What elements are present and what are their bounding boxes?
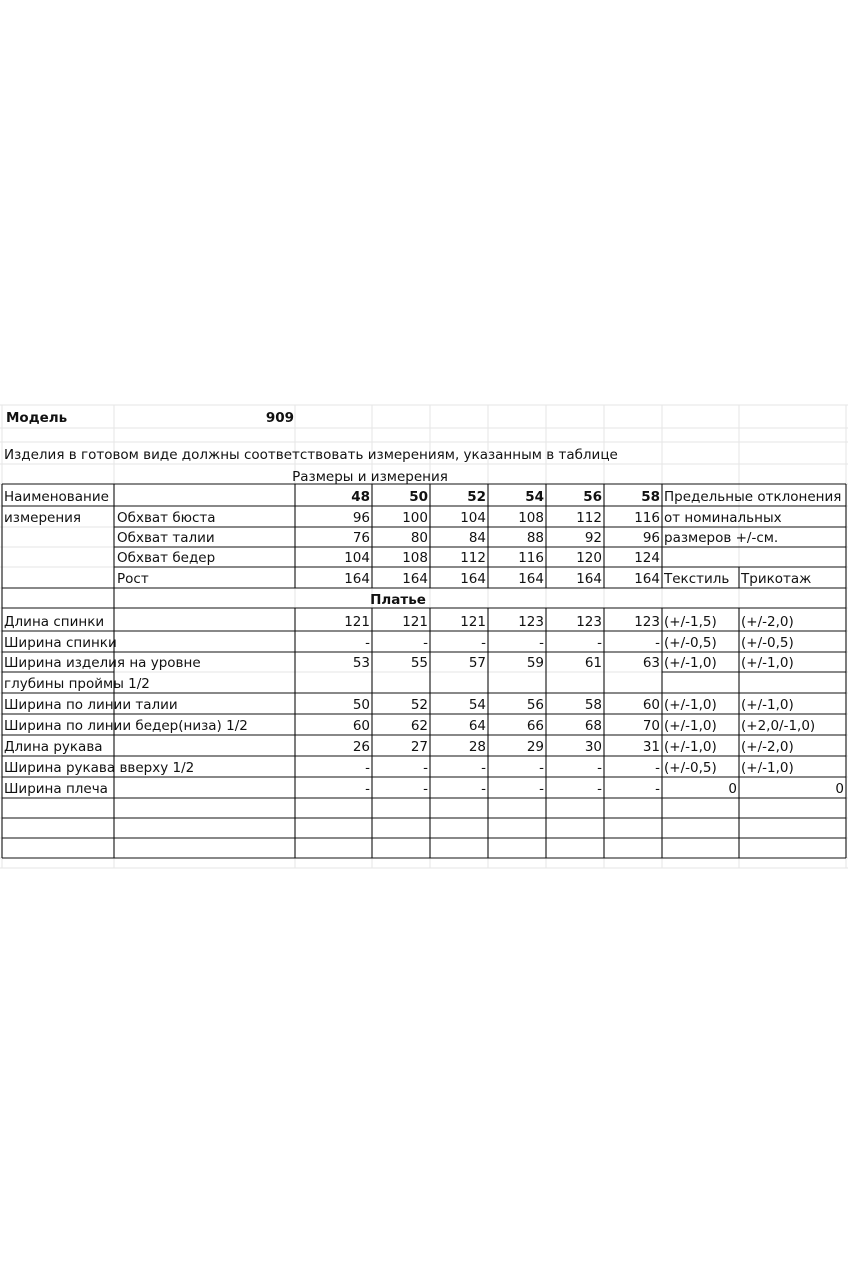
- knit-tolerance: (+/-0,5): [741, 635, 794, 651]
- body-measurement-value: 76: [352, 530, 370, 546]
- product-row-value: 121: [460, 614, 486, 630]
- product-row-value: 50: [352, 697, 370, 713]
- body-measurement-value: 164: [344, 571, 370, 587]
- body-measurement-value: 124: [634, 550, 660, 566]
- body-measurement-value: 164: [460, 571, 486, 587]
- knit-tolerance: (+2,0/-1,0): [741, 718, 816, 734]
- product-row-value: 123: [576, 614, 602, 630]
- body-measurement-label: Обхват талии: [117, 530, 215, 546]
- sizes-caption: Размеры и измерения: [292, 469, 448, 485]
- product-row-value: -: [365, 781, 370, 797]
- body-measurement-value: 92: [584, 530, 602, 546]
- product-row-value: 30: [584, 739, 602, 755]
- product-row-value: 68: [584, 718, 602, 734]
- textile-tolerance: (+/-1,5): [664, 614, 717, 630]
- size-header-52: 52: [467, 489, 486, 505]
- product-row-value: 61: [584, 655, 602, 671]
- product-row-value: 64: [468, 718, 486, 734]
- tolerance-header-line1: Предельные отклонения: [664, 489, 842, 505]
- size-header-54: 54: [525, 489, 544, 505]
- body-measurement-label: Обхват бедер: [117, 550, 216, 566]
- product-row-value: -: [481, 781, 486, 797]
- body-measurement-value: 112: [576, 510, 602, 526]
- body-measurement-value: 120: [576, 550, 602, 566]
- product-row-value: -: [655, 760, 660, 776]
- product-row-value: 55: [410, 655, 428, 671]
- size-header-48: 48: [351, 489, 370, 505]
- product-row-value: 62: [410, 718, 428, 734]
- product-row-value: -: [597, 781, 602, 797]
- product-row-value: -: [423, 781, 428, 797]
- body-measurement-value: 164: [402, 571, 428, 587]
- product-row-value: 53: [352, 655, 370, 671]
- product-row-value: -: [365, 760, 370, 776]
- product-row-value: 26: [352, 739, 370, 755]
- product-row-label: Ширина спинки: [4, 635, 117, 651]
- product-row-value: 29: [526, 739, 544, 755]
- section-title-dress: Платье: [370, 592, 426, 608]
- body-measurement-value: 108: [518, 510, 544, 526]
- knit-header: Трикотаж: [741, 571, 812, 587]
- model-label: Модель: [6, 410, 68, 426]
- knit-tolerance: (+/-2,0): [741, 614, 794, 630]
- product-row-value: -: [597, 635, 602, 651]
- textile-tolerance: (+/-0,5): [664, 635, 717, 651]
- product-row-value: -: [365, 635, 370, 651]
- product-row-value: 123: [518, 614, 544, 630]
- product-row-value: 56: [526, 697, 544, 713]
- product-row-label: Ширина по линии талии: [4, 697, 178, 713]
- product-row-value: -: [423, 760, 428, 776]
- header-name-line1: Наименование: [4, 489, 109, 505]
- product-row-value: -: [481, 760, 486, 776]
- product-row-label: Ширина рукава вверху 1/2: [4, 760, 195, 776]
- product-row-value: 52: [410, 697, 428, 713]
- body-measurement-value: 164: [518, 571, 544, 587]
- product-row-value: 121: [402, 614, 428, 630]
- header-name-line2: измерения: [4, 510, 82, 526]
- size-header-58: 58: [641, 489, 660, 505]
- model-number: 909: [265, 410, 294, 426]
- product-row-label: Длина рукава: [4, 739, 103, 755]
- product-row-value: 70: [642, 718, 660, 734]
- body-measurement-value: 108: [402, 550, 428, 566]
- textile-tolerance: (+/-1,0): [664, 718, 717, 734]
- product-row-value: 57: [468, 655, 486, 671]
- product-row-value: 63: [642, 655, 660, 671]
- body-measurement-value: 88: [526, 530, 544, 546]
- size-header-50: 50: [409, 489, 428, 505]
- body-measurement-value: 116: [518, 550, 544, 566]
- product-row-value: -: [655, 781, 660, 797]
- product-row-value: -: [539, 781, 544, 797]
- knit-tolerance: (+/-1,0): [741, 760, 794, 776]
- body-measurement-value: 96: [352, 510, 370, 526]
- knit-tolerance: 0: [835, 781, 844, 797]
- product-row-value: 59: [526, 655, 544, 671]
- body-measurement-value: 164: [634, 571, 660, 587]
- product-row-value: 60: [352, 718, 370, 734]
- product-row-label: Ширина по линии бедер(низа) 1/2: [4, 718, 248, 734]
- product-row-label: Ширина изделия на уровне: [4, 655, 201, 671]
- product-row-value: 60: [642, 697, 660, 713]
- textile-tolerance: (+/-1,0): [664, 655, 717, 671]
- product-row-label: Длина спинки: [4, 614, 105, 630]
- product-row-value: 27: [410, 739, 428, 755]
- body-measurement-value: 104: [460, 510, 486, 526]
- product-row-value: 121: [344, 614, 370, 630]
- tolerance-header-line3: размеров +/-см.: [664, 530, 779, 546]
- knit-tolerance: (+/-1,0): [741, 697, 794, 713]
- body-measurement-label: Обхват бюста: [117, 510, 216, 526]
- textile-tolerance: (+/-1,0): [664, 697, 717, 713]
- product-row-value: 31: [642, 739, 660, 755]
- body-measurement-value: 84: [468, 530, 486, 546]
- product-row-value: -: [481, 635, 486, 651]
- product-row-value: -: [597, 760, 602, 776]
- body-measurement-value: 112: [460, 550, 486, 566]
- knit-tolerance: (+/-2,0): [741, 739, 794, 755]
- product-row-label: глубины проймы 1/2: [4, 676, 150, 692]
- table-cells: [4, 410, 844, 797]
- tolerance-header-line2: от номинальных: [664, 510, 782, 526]
- product-row-value: -: [655, 635, 660, 651]
- size-header-56: 56: [583, 489, 602, 505]
- textile-header: Текстиль: [664, 571, 730, 587]
- requirements-note: Изделия в готовом виде должны соответствовать измерениям, указанным в таблице: [4, 447, 618, 463]
- product-row-label: Ширина плеча: [4, 781, 108, 797]
- body-measurement-value: 80: [410, 530, 428, 546]
- body-measurement-label: Рост: [117, 571, 149, 587]
- body-measurement-value: 164: [576, 571, 602, 587]
- product-row-value: -: [423, 635, 428, 651]
- knit-tolerance: (+/-1,0): [741, 655, 794, 671]
- textile-tolerance: (+/-1,0): [664, 739, 717, 755]
- product-row-value: 58: [584, 697, 602, 713]
- textile-tolerance: (+/-0,5): [664, 760, 717, 776]
- product-row-value: 28: [468, 739, 486, 755]
- product-row-value: 54: [468, 697, 486, 713]
- body-measurement-value: 96: [642, 530, 660, 546]
- body-measurement-value: 116: [634, 510, 660, 526]
- body-measurement-value: 104: [344, 550, 370, 566]
- textile-tolerance: 0: [728, 781, 737, 797]
- product-row-value: -: [539, 635, 544, 651]
- product-row-value: 66: [526, 718, 544, 734]
- product-row-value: 123: [634, 614, 660, 630]
- body-measurement-value: 100: [402, 510, 428, 526]
- product-row-value: -: [539, 760, 544, 776]
